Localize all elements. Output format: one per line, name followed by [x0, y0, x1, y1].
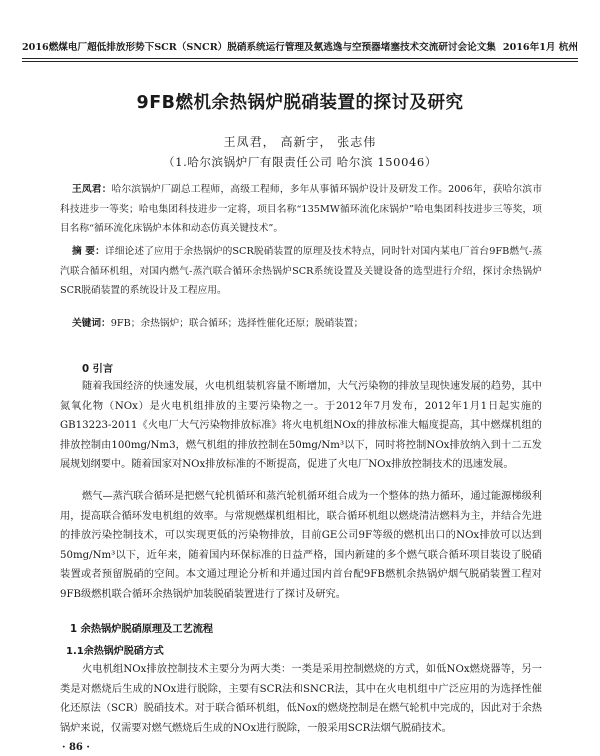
author-bio	[60, 180, 542, 239]
header-rule-thin	[22, 61, 578, 62]
intro-paragraph-2: 燃气—蒸汽联合循环是把燃气轮机循环和蒸汽轮机循环组合成为一个整体的热力循环，通过能源梯级利用，提高联合循环发电机组的效率。与常规燃煤机组相比，联合循环机组以燃烧清洁燃料为主，并结合先进的排放污染控制技术，可以实现更低的污染物排放，目前GE公司9F等级的燃机出口的NOx排放可以达到50mg/Nm³以下，近年来，随着国内环保标准的日益严格，国内新建的多个燃气联合循环项目装设了脱硝装置或者预留脱硝的空间。本文通过理论分析和并通过国内首台配9FB燃机余热锅炉烟气脱硝装置工程对9FB级燃机联合循环余热锅炉加装脱硝装置进行了探讨及研究。	[60, 491, 542, 600]
header-rule-thick	[22, 58, 578, 59]
author-bio-text: 哈尔滨锅炉厂副总工程师，高级工程师，多年从事循环锅炉设计及研发工作。2006年，获哈尔滨市科技进步一等奖；哈电集团科技进步一定将，项目名称“135MW循环流化床锅炉”哈电集团科技进步三等奖，项目名称“循环流化床锅炉本体和动态仿真关键技术”。	[60, 184, 543, 234]
affiliation: （1.哈尔滨锅炉厂有限责任公司 哈尔滨 150046）	[163, 155, 437, 169]
keywords-label: 关键词：	[72, 318, 111, 329]
author-bio-label: 王凤君：	[72, 184, 112, 195]
abstract-label: 摘 要：	[72, 246, 105, 257]
header-conference: 2016燃煤电厂超低排放形势下SCR（SNCR）脱硝系统运行管理及氨逃逸与空预器堵塞技术交流研讨会论文集	[22, 42, 496, 53]
intro-heading: 0 引言	[82, 364, 114, 375]
intro-paragraph-1: 随着我国经济的快速发展，火电机组装机容量不断增加，大气污染物的排放呈现快速发展的趋势，其中氮氧化物（NOx）是火电机组排放的主要污染物之一。于2012年7月发布，2012年1月1日起实施的GB13223-2011《火电厂大气污染物排放标准》将火电机组NOx的排放标准大幅度提高，其中燃煤机组的排放控制由100mg/Nm3，燃气机组的排放控制在50mg/Nm³以下，同时将控制NOx排放纳入到十二五发展规划纲要中。随着国家对NOx排放标准的不断提高，促进了火电厂NOx排放控制技术的迅速发展。	[60, 381, 542, 471]
header-date-place: 2016年1月 杭州	[502, 42, 578, 53]
section-1-heading: 1 余热锅炉脱硝原理及工艺流程	[70, 624, 214, 635]
abstract	[60, 242, 542, 301]
paper-title: 9FB燃机余热锅炉脱硝装置的探讨及研究	[136, 93, 464, 113]
page-number: · 86 ·	[62, 742, 90, 753]
keywords	[60, 314, 542, 334]
abstract-text: 详细论述了应用于余热锅炉的SCR脱硝装置的原理及技术特点，同时针对国内某电厂首台9FB燃气-蒸汽联合循环机组，对国内燃气-蒸汽联合循环余热锅炉SCR系统设置及关键设备的选型进行介绍，探讨余热锅炉SCR脱硝装置的系统设计及工程应用。	[60, 246, 543, 296]
section-1-1-heading: 1.1余热锅炉脱硝方式	[66, 646, 164, 657]
author-list: 王凤君， 高新宇， 张志伟	[223, 135, 377, 149]
section-1-1-paragraph: 火电机组NOx排放控制技术主要分为两大类：一类是采用控制燃烧的方式，如低NOx燃烧器等，另一类是对燃烧后生成的NOx进行脱除，主要有SCR法和SNCR法，其中在火电机组中广泛应用的为选择性催化还原法（SCR）脱硝技术。对于联合循环机组，低Nox的燃烧控制是在燃气轮机中完成的，因此对于余热锅炉来说，仅需要对燃气燃烧后生成的NOx进行脱除，一般采用SCR法烟气脱硝技术。	[60, 664, 542, 734]
running-header	[22, 39, 578, 53]
keywords-text: 9FB；余热锅炉；联合循环；选择性催化还原；脱硝装置；	[110, 318, 364, 329]
